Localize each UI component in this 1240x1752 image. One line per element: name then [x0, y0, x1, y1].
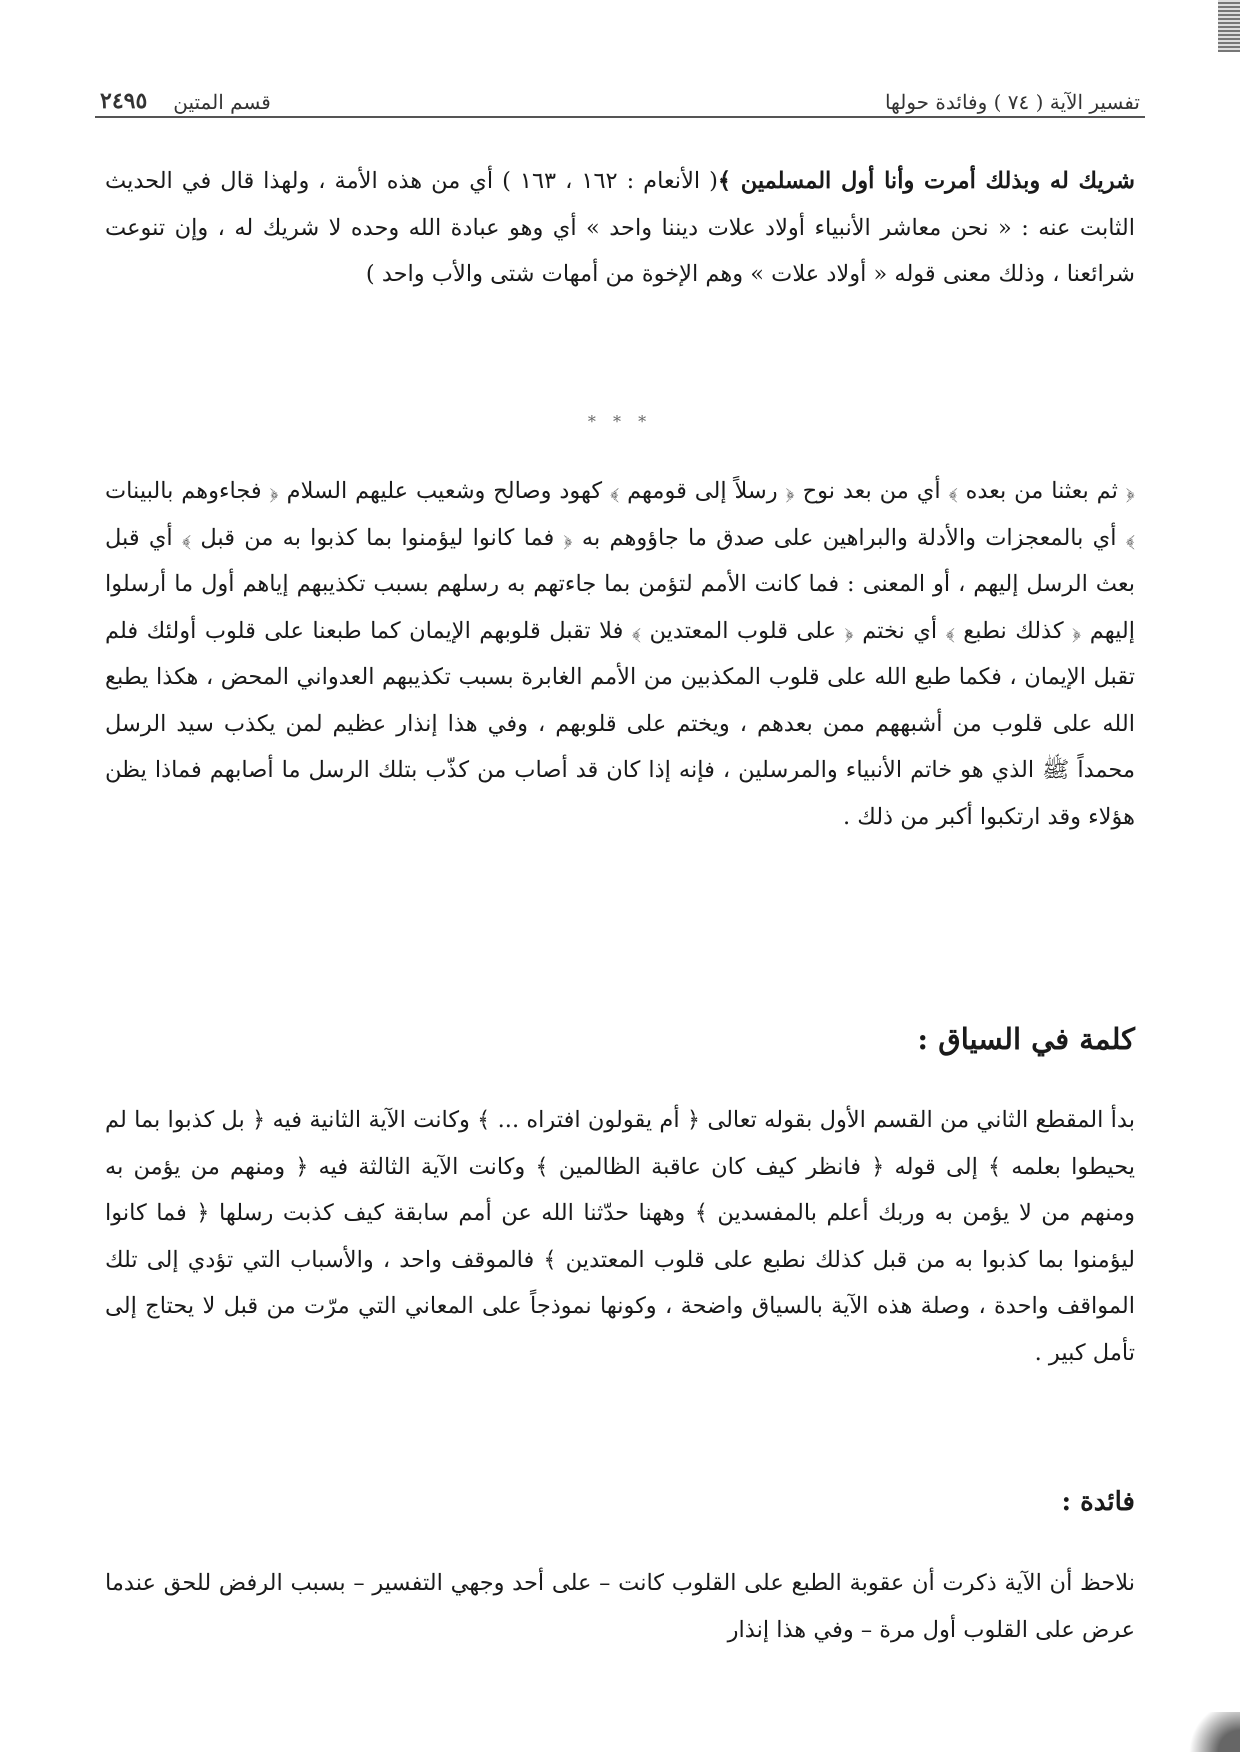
header-left-group — [100, 88, 271, 114]
section-separator: * * * — [587, 412, 653, 431]
scan-edge-mark — [1218, 0, 1240, 52]
heading-context: كلمة في السياق : — [917, 1022, 1135, 1056]
paragraph-1 — [105, 158, 1135, 298]
page-header — [100, 70, 1140, 114]
paragraph-3-text: بدأ المقطع الثاني من القسم الأول بقوله تعالى ﴿ أم يقولون افتراه ... ﴾ وكانت الآية الثانية فيه ﴿ بل كذبوا بما لم يحيطوا بعلمه ﴾ إلى قوله ﴿ فانظر كيف كان عاقبة الظالمين ﴾ وكانت الآية الثالثة فيه ﴿ ومنهم من يؤمن به ومنهم من لا يؤمن به وربك أعلم بالمفسدين ﴾ وههنا حدّثنا الله عن أمم سابقة كيف كذبت رسلها ﴿ فما كانوا ليؤمنوا بما كذبوا به من قبل كذلك نطبع على قلوب المعتدين ﴾ فالموقف واحد ، والأسباب التي تؤدي إلى تلك المواقف واحدة ، وصلة هذه الآية بالسياق واضحة ، وكونها نموذجاً على المعاني التي مرّت من قبل لا يحتاج إلى تأمل كبير . — [105, 1107, 1135, 1366]
paragraph-1-text: ( الأنعام : ١٦٢ ، ١٦٣ ) أي من هذه الأمة ، ولهذا قال في الحديث الثابت عنه : « نحن معاشر الأنبياء أولاد علات ديننا واحد » أي وهو عبادة الله وحده لا شريك له ، وإن تنوعت شرائعنا ، وذلك معنى قوله « أولاد علات » وهم الإخوة من أمهات شتى والأب واحد ) — [105, 168, 1135, 287]
page-number: ٢٤٩٥ — [100, 88, 148, 114]
paragraph-2-text: ﴿ ثم بعثنا من بعده ﴾ أي من بعد نوح ﴿ رسلاً إلى قومهم ﴾ كهود وصالح وشعيب عليهم السلام ﴿ فجاءوهم بالبينات ﴾ أي بالمعجزات والأدلة والبراهين على صدق ما جاؤوهم به ﴿ فما كانوا ليؤمنوا بما كذبوا به من قبل ﴾ أي قبل بعث الرسل إليهم ، أو المعنى : فما كانت الأمم لتؤمن بما جاءتهم به رسلهم بسبب تكذيبهم إياهم أول ما أرسلوا إليهم ﴿ كذلك نطبع ﴾ أي نختم ﴿ على قلوب المعتدين ﴾ فلا تقبل قلوبهم الإيمان كما طبعنا على قلوب أولئك فلم تقبل الإيمان ، فكما طبع الله على قلوب المكذبين من الأمم الغابرة بسبب تكذيبهم العدواني المحض ، هكذا يطبع الله على قلوب من أشبههم ممن بعدهم ، ويختم على قلوبهم ، وفي هذا إنذار عظيم لمن يكذب سيد الرسل محمداً ﷺ الذي هو خاتم الأنبياء والمرسلين ، فإنه إذا كان قد أصاب من كذّب بتلك الرسل ما أصابهم فماذا يظن هؤلاء وقد ارتكبوا أكبر من ذلك . — [105, 478, 1135, 830]
section-name: قسم المتين — [173, 90, 271, 114]
paragraph-2 — [105, 468, 1135, 840]
running-title: تفسير الآية ( ٧٤ ) وفائدة حولها — [884, 90, 1140, 114]
paragraph-3 — [105, 1097, 1135, 1376]
header-rule — [95, 116, 1145, 118]
paragraph-4 — [105, 1560, 1135, 1653]
scan-corner-mark — [1180, 1712, 1240, 1752]
paragraph-4-text: نلاحظ أن الآية ذكرت أن عقوبة الطبع على القلوب كانت – على أحد وجهي التفسير – بسبب الرفض للحق عندما عرض على القلوب أول مرة – وفي هذا إنذار — [105, 1570, 1135, 1643]
paragraph-1-bold: شريك له وبذلك أمرت وأنا أول المسلمين ﴾ — [717, 168, 1135, 194]
heading-benefit: فائدة : — [1061, 1487, 1135, 1517]
